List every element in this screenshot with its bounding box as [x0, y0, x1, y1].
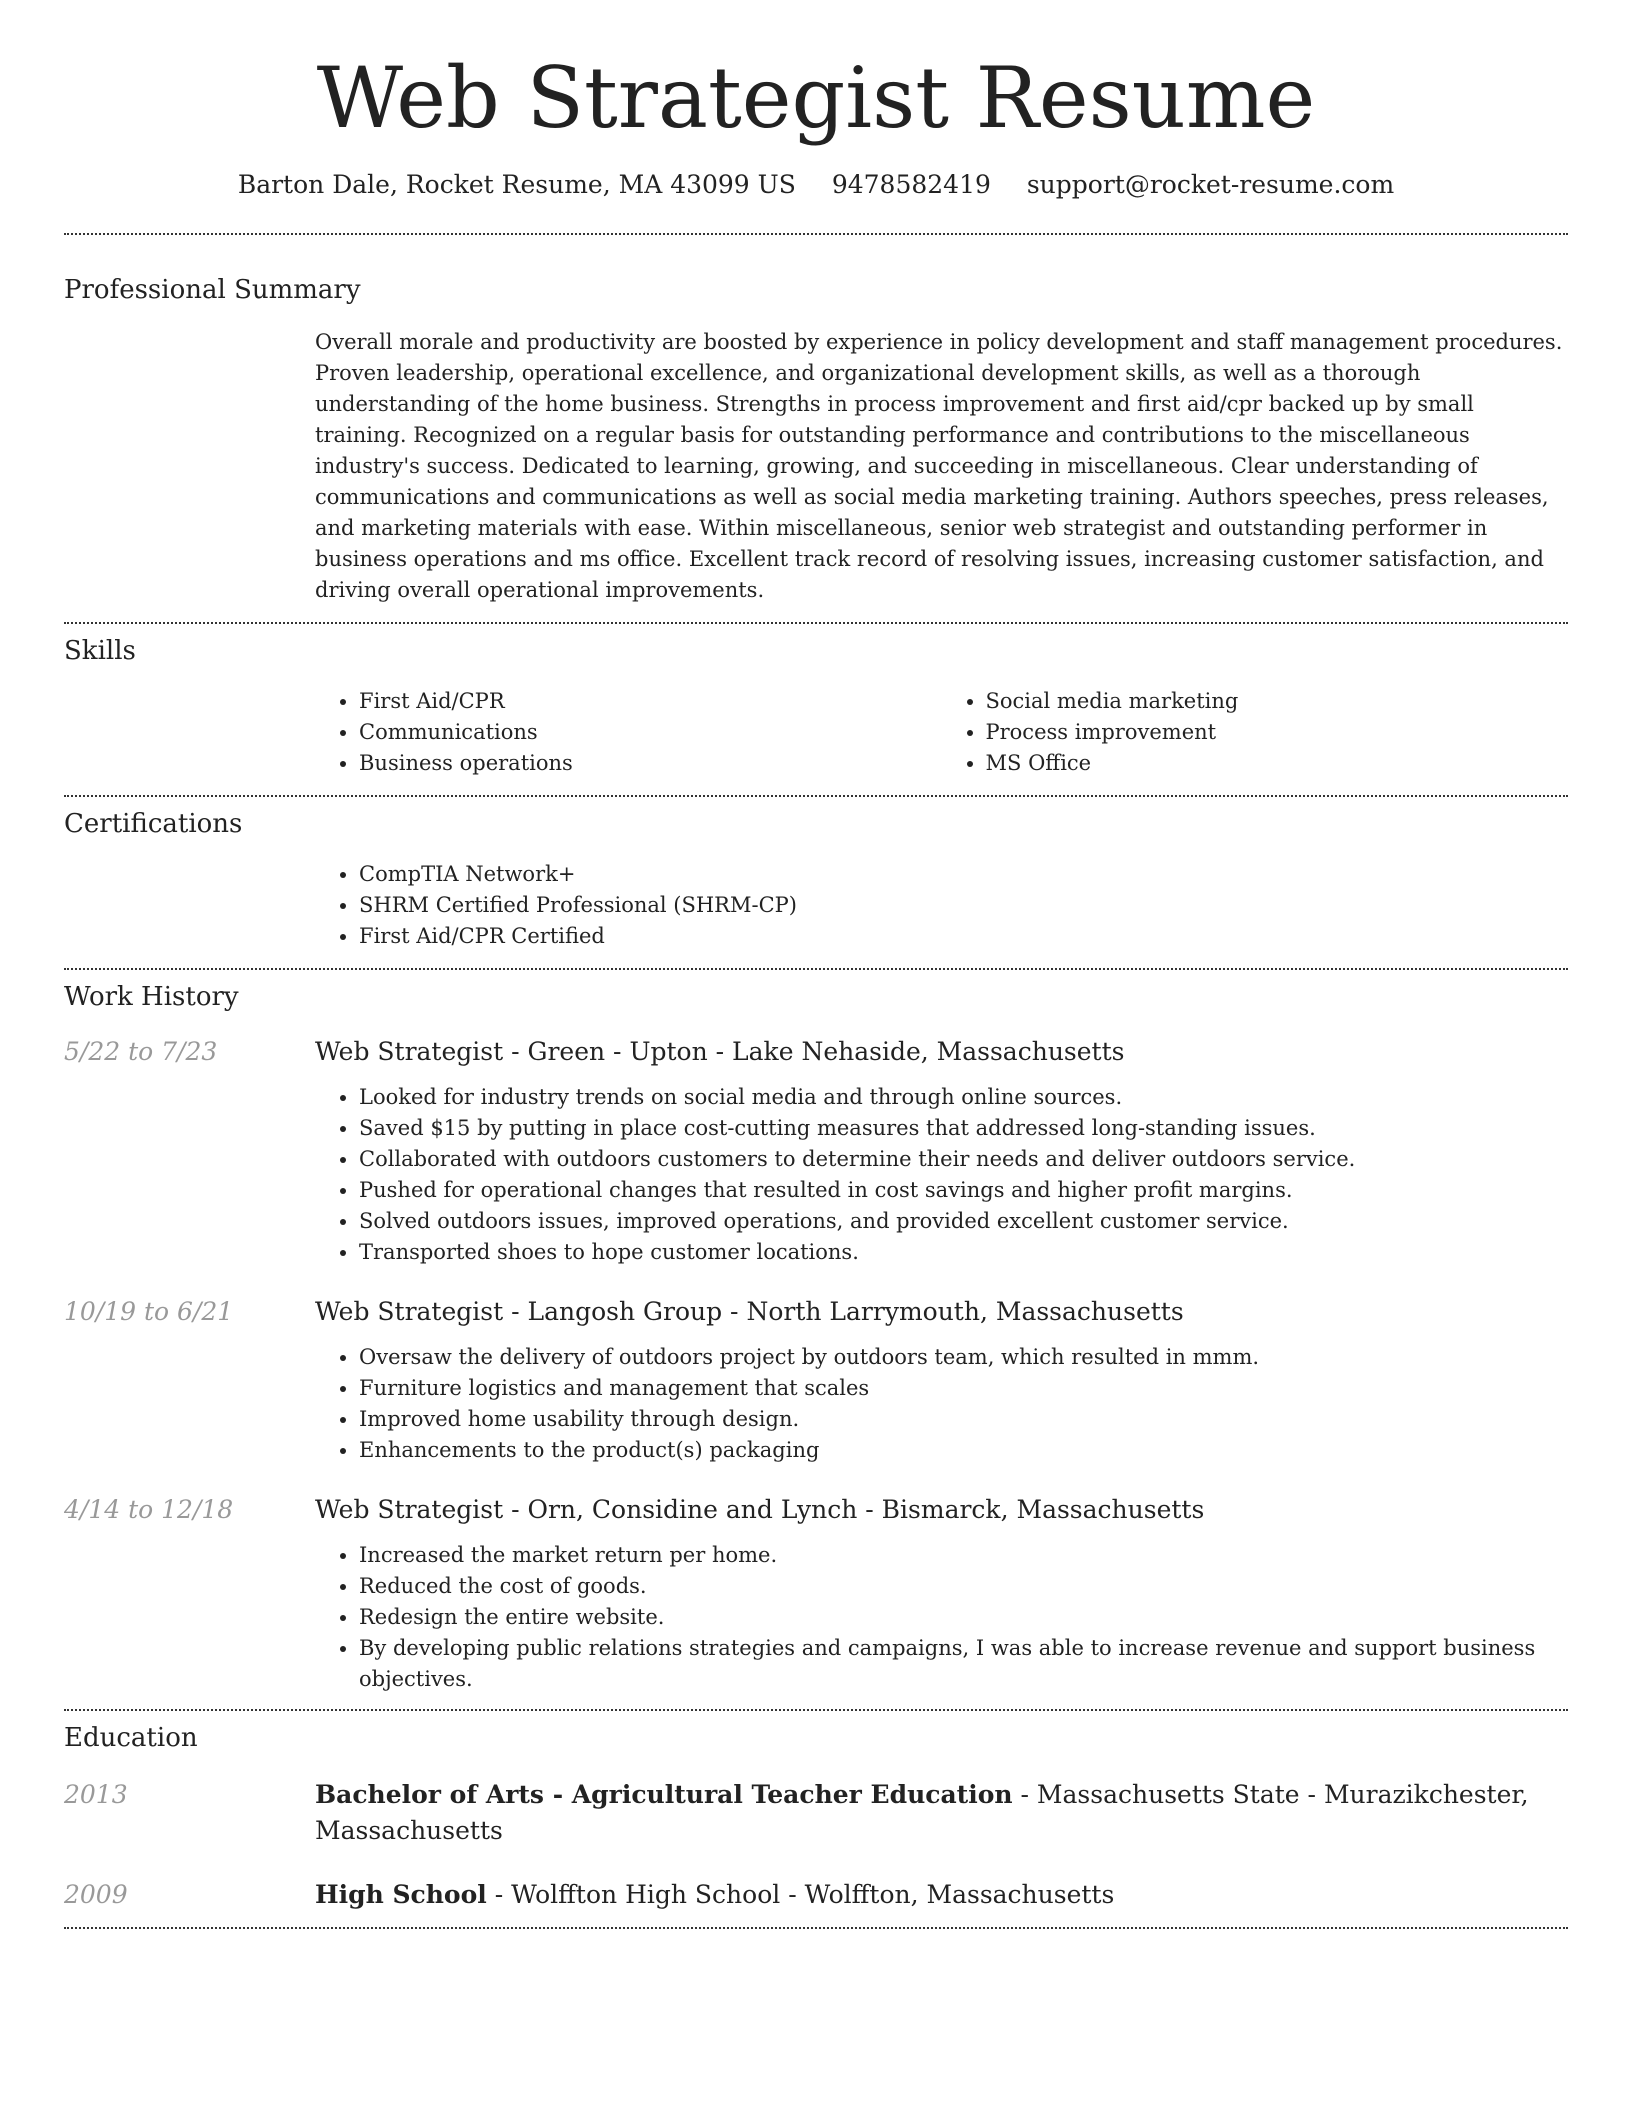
certifications-list: [315, 859, 1568, 952]
job-dates: 10/19 to 6/21: [64, 1297, 234, 1326]
job-bullets: [315, 1082, 1568, 1268]
divider: [64, 233, 1568, 235]
job-title: Web Strategist - Langosh Group - North Larrymouth, Massachusetts: [315, 1297, 1184, 1326]
job-entry: [64, 1492, 1568, 1695]
education-year: 2013: [64, 1780, 128, 1809]
certification-item: • CompTIA Network+: [359, 859, 1568, 890]
phone: 9478582419: [831, 170, 991, 199]
skills-column-right: [942, 686, 1569, 779]
job-bullet: • Collaborated with outdoors customers to determine their needs and deliver outdoors service.: [359, 1144, 1568, 1175]
divider: [64, 968, 1568, 970]
job-entry: [64, 1294, 1568, 1466]
job-bullet: • Enhancements to the product(s) packaging: [359, 1435, 1568, 1466]
certification-item: • SHRM Certified Professional (SHRM-CP): [359, 890, 1568, 921]
job-bullet: • Improved home usability through design.: [359, 1404, 1568, 1435]
skill-item: • MS Office: [986, 748, 1569, 779]
education-school: - Massachusetts State - Murazikchester, Massachusetts: [315, 1780, 1529, 1845]
job-bullet: • Furniture logistics and management that scales: [359, 1373, 1568, 1404]
job-bullets: [315, 1342, 1568, 1466]
job-bullet: • Transported shoes to hope customer locations.: [359, 1237, 1568, 1268]
skills-column-left: [315, 686, 942, 779]
job-dates: 4/14 to 12/18: [64, 1495, 234, 1524]
job-title: Web Strategist - Green - Upton - Lake Nehaside, Massachusetts: [315, 1037, 1125, 1066]
education-year: 2009: [64, 1880, 128, 1909]
section-heading-certifications: Certifications: [64, 809, 243, 839]
job-bullet: • Oversaw the delivery of outdoors project by outdoors team, which resulted in mmm.: [359, 1342, 1568, 1373]
divider: [64, 1927, 1568, 1929]
skill-item: • Social media marketing: [986, 686, 1569, 717]
job-dates: 5/22 to 7/23: [64, 1037, 218, 1066]
address: Barton Dale, Rocket Resume, MA 43099 US: [237, 170, 796, 199]
job-title: Web Strategist - Orn, Considine and Lynch - Bismarck, Massachusetts: [315, 1495, 1205, 1524]
section-heading-work-history: Work History: [64, 982, 239, 1012]
education-title: [315, 1877, 1114, 1913]
education-degree: High School: [315, 1880, 487, 1909]
education-entry: [64, 1877, 1568, 1913]
resume-page: [64, 0, 1568, 1929]
job-entry: [64, 1034, 1568, 1268]
divider: [64, 1709, 1568, 1711]
job-bullet: • Reduced the cost of goods.: [359, 1571, 1568, 1602]
job-bullet: • Looked for industry trends on social media and through online sources.: [359, 1082, 1568, 1113]
section-heading-education: Education: [64, 1723, 198, 1753]
divider: [64, 622, 1568, 624]
job-bullet: • Increased the market return per home.: [359, 1540, 1568, 1571]
section-heading-summary: Professional Summary: [64, 275, 361, 305]
resume-title: Web Strategist Resume: [316, 49, 1316, 147]
certification-item: • First Aid/CPR Certified: [359, 921, 1568, 952]
education-entry: [64, 1777, 1568, 1849]
email: support@rocket-resume.com: [1026, 170, 1395, 199]
summary-text: Overall morale and productivity are boosted by experience in policy development and staff management procedures. Proven leadership, operational excellence, and organizational development skills, as well as a thorough understanding of the home business. Strengths in process improvement and first aid/cpr backed up by small training. Recognized on a regular basis for outstanding performance and contributions to the miscellaneous industry's success. Dedicated to learning, growing, and succeeding in miscellaneous. Clear understanding of communications and communications as well as social media marketing training. Authors speeches, press releases, and marketing materials with ease. Within miscellaneous, senior web strategist and outstanding performer in business operations and ms office. Excellent track record of resolving issues, increasing customer satisfaction, and driving overall operational improvements.: [315, 330, 1563, 602]
skill-item: • Business operations: [359, 748, 942, 779]
job-bullet: • By developing public relations strategies and campaigns, I was able to increase revenue and support business objectives.: [359, 1633, 1568, 1695]
job-bullets: [315, 1540, 1568, 1695]
job-bullet: • Saved $15 by putting in place cost-cutting measures that addressed long-standing issues.: [359, 1113, 1568, 1144]
education-school: - Wolffton High School - Wolffton, Massachusetts: [486, 1880, 1115, 1909]
job-bullet: • Redesign the entire website.: [359, 1602, 1568, 1633]
education-degree: Bachelor of Arts - Agricultural Teacher Education: [315, 1780, 1013, 1809]
skill-item: • First Aid/CPR: [359, 686, 942, 717]
divider: [64, 795, 1568, 797]
skills-list: [315, 686, 1568, 779]
job-bullet: • Pushed for operational changes that resulted in cost savings and higher profit margins.: [359, 1175, 1568, 1206]
skill-item: • Process improvement: [986, 717, 1569, 748]
skill-item: • Communications: [359, 717, 942, 748]
section-heading-skills: Skills: [64, 636, 136, 666]
education-title: [315, 1777, 1568, 1849]
job-bullet: • Solved outdoors issues, improved operations, and provided excellent customer service.: [359, 1206, 1568, 1237]
contact-line: [64, 170, 1568, 199]
